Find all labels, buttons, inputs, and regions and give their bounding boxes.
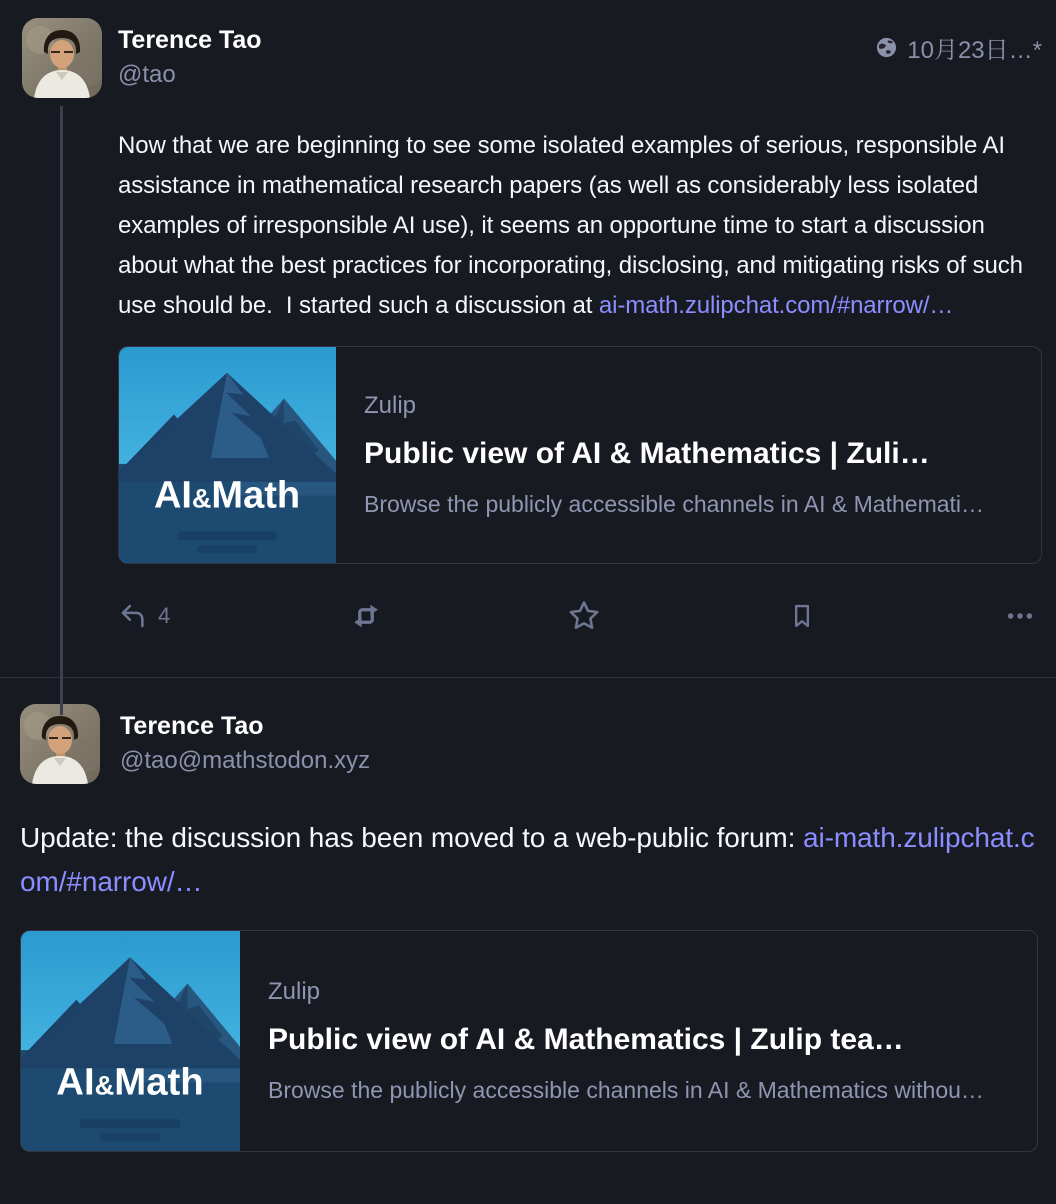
avatar-photo-placeholder bbox=[20, 704, 100, 784]
handle: @tao@mathstodon.xyz bbox=[120, 747, 371, 774]
thumb-text-math: Math bbox=[114, 1060, 204, 1104]
handle: @tao bbox=[118, 61, 176, 88]
svg-text:AI&Math bbox=[56, 1060, 203, 1103]
post-1-names bbox=[118, 18, 262, 90]
post-1-preview-card[interactable] bbox=[118, 346, 1042, 564]
post-2 bbox=[0, 678, 1056, 1152]
display-name[interactable]: Terence Tao bbox=[118, 26, 262, 54]
post-2-body bbox=[20, 816, 1038, 904]
bookmark-icon bbox=[788, 602, 816, 630]
more-button[interactable] bbox=[998, 601, 1042, 631]
boost-button[interactable] bbox=[344, 601, 388, 631]
thumb-text-ai: AI bbox=[153, 474, 192, 517]
thread-line bbox=[60, 106, 63, 715]
thumb-text-amp: & bbox=[191, 483, 212, 514]
card-site: Zulip bbox=[268, 978, 321, 1005]
ai-math-logo bbox=[21, 931, 240, 1151]
globe-icon bbox=[875, 36, 898, 59]
card-thumbnail bbox=[119, 347, 336, 563]
bookmark-button[interactable] bbox=[780, 602, 824, 630]
ai-math-logo bbox=[119, 347, 336, 563]
card-site: Zulip bbox=[364, 392, 417, 419]
post-2-link[interactable]: ai-math.zulipchat.com/#narrow/… bbox=[20, 822, 1035, 897]
favourite-button[interactable] bbox=[562, 598, 606, 634]
avatar[interactable] bbox=[20, 704, 100, 784]
post-1-body bbox=[118, 126, 1042, 326]
post-1-header bbox=[118, 18, 1042, 98]
card-text-block bbox=[240, 931, 1037, 1151]
thumb-text-math: Math bbox=[211, 474, 301, 517]
post-1-text: Now that we are beginning to see some isolated examples of serious, responsible AI assistance in mathematical research papers (as well as considerably less isolated examples of irresponsible AI use), it seems an opportune time to start a discussion about what the best practices for incorporating, disclosing, and mitigating risks of such use should be. I started such a discussion at bbox=[118, 132, 1030, 319]
avatar[interactable] bbox=[22, 18, 102, 98]
thumb-text-amp: & bbox=[94, 1069, 115, 1101]
card-title: Public view of AI & Mathematics | Zuli… bbox=[364, 437, 930, 470]
avatar-photo-placeholder bbox=[22, 18, 102, 98]
post-2-names bbox=[120, 704, 370, 776]
post-2-text: Update: the discussion has been moved to a web-public forum: bbox=[20, 822, 804, 853]
star-icon bbox=[566, 598, 602, 634]
timestamp-text: 10月23日…* bbox=[907, 37, 1042, 64]
card-description: Browse the publicly accessible channels in AI & Mathemati… bbox=[364, 491, 985, 517]
post-1-gutter bbox=[22, 18, 118, 98]
post-2-preview-card[interactable] bbox=[20, 930, 1038, 1152]
card-text-block bbox=[336, 347, 1041, 563]
ellipsis-icon bbox=[1005, 601, 1035, 631]
spacer bbox=[118, 634, 1042, 677]
display-name[interactable]: Terence Tao bbox=[120, 712, 264, 740]
reply-button[interactable] bbox=[118, 601, 170, 631]
post-2-header bbox=[20, 704, 1038, 784]
card-description: Browse the publicly accessible channels in AI & Mathematics withou… bbox=[268, 1077, 984, 1103]
reply-icon bbox=[118, 601, 148, 631]
svg-text:AI&Math bbox=[154, 475, 300, 517]
reply-count: 4 bbox=[158, 603, 171, 628]
post-1-link[interactable]: ai-math.zulipchat.com/#narrow/… bbox=[598, 292, 954, 319]
card-thumbnail bbox=[21, 931, 240, 1151]
thumb-text-ai: AI bbox=[56, 1060, 95, 1104]
card-title: Public view of AI & Mathematics | Zulip tea… bbox=[268, 1023, 904, 1056]
post-1-action-bar bbox=[118, 598, 1042, 634]
boost-icon bbox=[351, 601, 381, 631]
timestamp-link[interactable] bbox=[875, 18, 1042, 65]
